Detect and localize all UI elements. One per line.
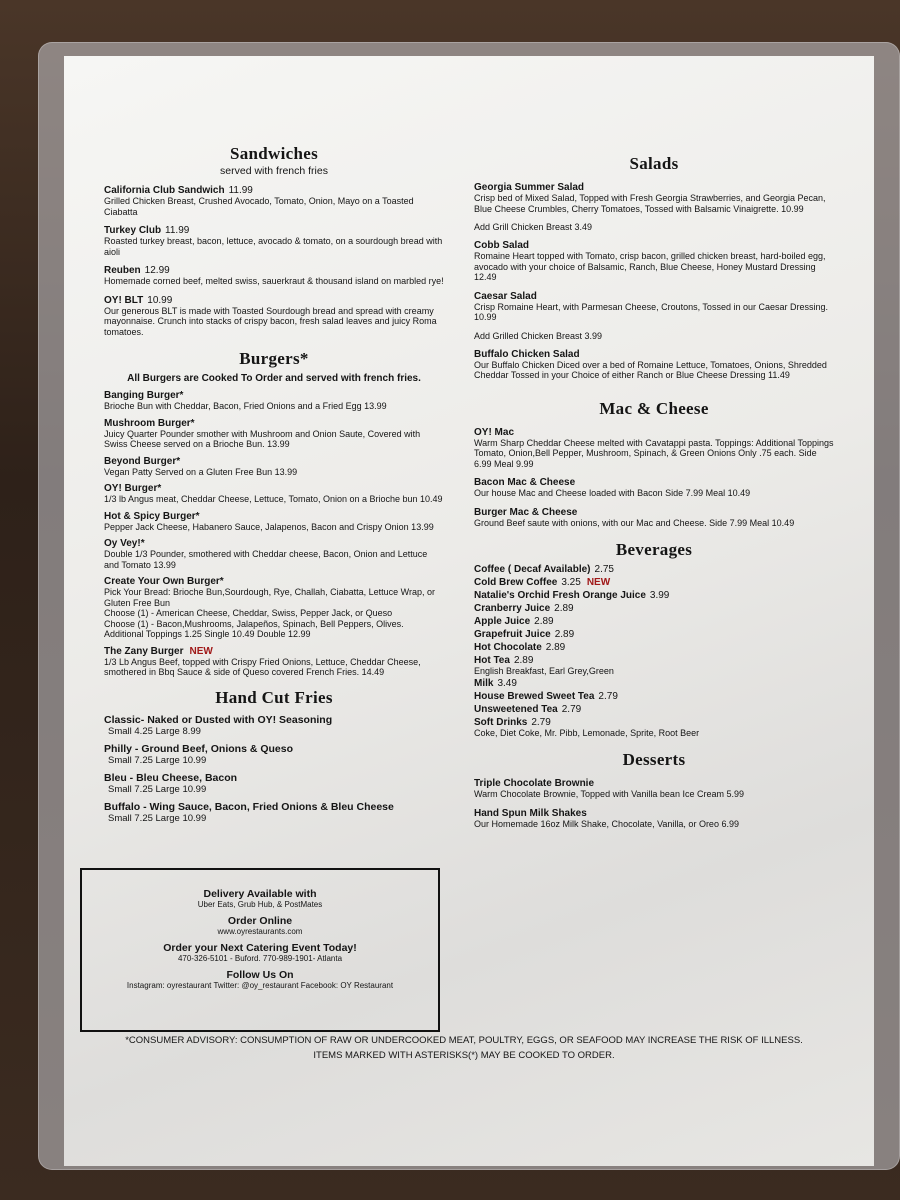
delivery-text: Uber Eats, Grub Hub, & PostMates <box>197 900 323 909</box>
burger-item <box>104 418 444 450</box>
burger-item-description: Pepper Jack Cheese, Habanero Sauce, Jalapenos, Bacon and Crispy Onion 13.99 <box>104 521 434 532</box>
beverage-name: Apple Juice <box>474 616 531 627</box>
beverage-item <box>474 691 834 702</box>
burger-item-description: 1/3 Lb Angus Beef, topped with Crispy Fried Onions, Lettuce, Cheddar Cheese, smothered in Bbq Sauce & side of Queso covered French Fries. 14.49 <box>104 656 421 677</box>
sandwich-item-price: 11.99 <box>228 185 253 196</box>
beverage-name: Cranberry Juice <box>474 603 551 614</box>
salad-item-addon: Add Grilled Chicken Breast 3.99 <box>474 330 603 341</box>
burger-item-name <box>104 483 444 494</box>
online-title: Order Online <box>227 915 293 927</box>
beverage-price: 2.79 <box>561 704 582 715</box>
info-box <box>80 868 440 1032</box>
burger-item-name <box>104 576 444 587</box>
sandwich-item-name <box>104 265 444 276</box>
mac-title: Mac & Cheese <box>599 398 709 418</box>
burger-list <box>104 390 444 678</box>
dessert-item-name <box>474 808 834 819</box>
burger-item <box>104 538 444 570</box>
burger-item-title: Banging Burger* <box>104 390 184 401</box>
salad-item-addon: Add Grill Chicken Breast 3.49 <box>474 222 593 232</box>
beverage-item <box>474 642 834 653</box>
fries-item-name: Philly - Ground Beef, Onions & Queso <box>104 742 294 755</box>
beverage-options: Coke, Diet Coke, Mr. Pibb, Lemonade, Sprite, Root Beer <box>474 728 700 738</box>
mac-item-name <box>474 427 834 438</box>
burger-item-description: Juicy Quarter Pounder smother with Mushroom and Onion Saute, Covered with Swiss Cheese served on a Brioche Bun. 13.99 <box>104 428 421 449</box>
beverage-price: 2.89 <box>554 603 574 614</box>
salad-item-description: Romaine Heart topped with Tomato, crisp bacon, grilled chicken breast, hard-boiled egg, avocado with your choice of Balsamic, Ranch, Blue Cheese, Honey Mustard Dressing 12.49 <box>474 251 826 282</box>
burger-item-name <box>104 418 444 429</box>
follow-text: Instagram: oyrestaurant Twitter: @oy_restaurant Facebook: OY Restaurant <box>126 981 394 990</box>
follow-title: Follow Us On <box>226 969 294 981</box>
fries-item <box>104 801 444 824</box>
fries-list <box>104 714 444 824</box>
burger-item-title: The Zany Burger <box>104 645 184 657</box>
mac-item <box>474 427 834 470</box>
beverage-price: 2.79 <box>531 717 551 728</box>
fries-item-sizes: Small 7.25 Large 10.99 <box>108 812 207 824</box>
fries-title: Hand Cut Fries <box>215 687 333 707</box>
burger-item-name <box>104 511 444 522</box>
sandwich-list <box>104 185 444 337</box>
mac-item-title: OY! Mac <box>474 426 515 438</box>
fries-item-name: Classic- Naked or Dusted with OY! Seasoning <box>104 713 333 726</box>
online-text: www.oyrestaurants.com <box>217 927 303 936</box>
beverage-name: Coffee ( Decaf Available) <box>474 564 591 575</box>
beverage-item <box>474 655 834 666</box>
dessert-item-title: Hand Spun Milk Shakes <box>474 807 587 819</box>
sandwich-item-description: Our generous BLT is made with Toasted Sourdough bread and spread with creamy mayonnaise. Crunch into stacks of crispy bacon, fresh salad leaves and juicy Roma tomatoes. <box>104 305 437 337</box>
advisory-line-2: ITEMS MARKED WITH ASTERISKS(*) MAY BE COOKED TO ORDER. <box>313 1050 615 1061</box>
consumer-advisory <box>84 1033 844 1063</box>
salad-item-title: Caesar Salad <box>474 290 537 302</box>
mac-item-title: Bacon Mac & Cheese <box>474 477 576 488</box>
burger-item <box>104 511 444 533</box>
sandwich-item-title: OY! BLT <box>104 294 144 306</box>
burger-item-title: OY! Burger* <box>104 483 162 494</box>
beverage-name: House Brewed Sweet Tea <box>474 691 595 702</box>
beverage-price: 2.75 <box>594 564 614 575</box>
fries-item-name: Buffalo - Wing Sauce, Bacon, Fried Onions & Bleu Cheese <box>104 800 394 813</box>
burger-item-title: Beyond Burger* <box>104 455 181 467</box>
beverage-price: 2.89 <box>545 642 566 653</box>
salad-item-description: Crisp bed of Mixed Salad, Topped with Fresh Georgia Strawberries, and Georgia Pecan, Blue Cheese Crumbles, Cherry Tomatoes, Tossed with Balsamic Vinaigrette. 10.99 <box>474 193 826 214</box>
burgers-note: All Burgers are Cooked To Order and served with french fries. <box>127 373 421 384</box>
beverage-name: Grapefruit Juice <box>474 629 551 640</box>
burger-item-name <box>104 456 444 467</box>
fries-item-name: Bleu - Bleu Cheese, Bacon <box>104 771 238 784</box>
mac-item-description: Our house Mac and Cheese loaded with Bacon Side 7.99 Meal 10.49 <box>474 488 751 498</box>
fries-item <box>104 743 444 766</box>
burger-item-title: Create Your Own Burger* <box>104 576 224 587</box>
mac-list <box>474 427 834 529</box>
beverage-price: 3.49 <box>497 678 517 689</box>
sandwich-item <box>104 225 444 257</box>
mac-item-description: Ground Beef saute with onions, with our Mac and Cheese. Side 7.99 Meal 10.49 <box>474 517 795 528</box>
sandwiches-subtitle: served with french fries <box>220 165 328 177</box>
left-column <box>104 144 444 824</box>
mac-item <box>474 477 834 499</box>
mac-item-description: Warm Sharp Cheddar Cheese melted with Cavatappi pasta. Toppings: Additional Toppings Tomato, Onion,Bell Pepper, Mushroom, Spinach, & Green Onions Only .75 each. Side 6.99 Meal 9.99 <box>474 437 834 469</box>
salad-item-name <box>474 349 834 360</box>
sandwich-item-title: Reuben <box>104 265 141 276</box>
sandwich-item-title: Turkey Club <box>104 225 162 236</box>
salads-title: Salads <box>629 154 679 173</box>
burger-item-name <box>104 538 444 549</box>
desserts-title: Desserts <box>622 750 686 769</box>
beverage-item <box>474 603 834 614</box>
burger-item-description: Vegan Patty Served on a Gluten Free Bun 13.99 <box>104 466 298 477</box>
mac-item-name <box>474 477 834 488</box>
burger-item <box>104 483 444 505</box>
salad-item-name <box>474 182 834 193</box>
burger-item-description: Pick Your Bread: Brioche Bun,Sourdough, Rye, Challah, Ciabatta, Lettuce Wrap, or Gluten Free Bun Choose (1) - American Cheese, Cheddar, Swiss, Pepper Jack, or Queso Choose (1) - Bacon,Mushrooms, Jalapeños, Spinach, Bell Peppers, Olives. Additional Toppings 1.25 Single 10.49 Double 12.99 <box>104 587 436 639</box>
fries-item-sizes: Small 7.25 Large 10.99 <box>108 783 207 795</box>
beverage-options: English Breakfast, Earl Grey,Green <box>474 666 614 676</box>
burger-item-title: Oy Vey!* <box>104 538 145 549</box>
burger-item-description: Brioche Bun with Cheddar, Bacon, Fried Onions and a Fried Egg 13.99 <box>104 401 387 411</box>
sandwich-item-price: 12.99 <box>144 265 170 276</box>
beverage-name: Natalie's Orchid Fresh Orange Juice <box>474 590 646 601</box>
right-column <box>474 154 834 829</box>
new-badge: NEW <box>189 645 213 657</box>
beverage-name: Hot Chocolate <box>474 642 542 653</box>
burger-item-name <box>104 646 444 657</box>
mac-item-title: Burger Mac & Cheese <box>474 506 578 518</box>
salad-item-name <box>474 291 834 302</box>
burger-item-name <box>104 390 444 401</box>
fries-item-sizes: Small 7.25 Large 10.99 <box>108 754 207 766</box>
sandwich-item-title: California Club Sandwich <box>104 185 225 196</box>
beverage-name: Milk <box>474 678 494 689</box>
salad-item-title: Buffalo Chicken Salad <box>474 348 580 360</box>
beverage-name: Unsweetened Tea <box>474 704 558 715</box>
beverage-item <box>474 564 834 575</box>
beverage-item <box>474 704 834 715</box>
dessert-item-title: Triple Chocolate Brownie <box>474 778 595 789</box>
catering-text: 470-326-5101 - Buford. 770-989-1901- Atlanta <box>177 954 343 963</box>
burger-item <box>104 390 444 412</box>
sandwich-item-description: Roasted turkey breast, bacon, lettuce, avocado & tomato, on a sourdough bread with aioli <box>104 236 443 257</box>
dessert-item-description: Warm Chocolate Brownie, Topped with Vanilla bean Ice Cream 5.99 <box>474 789 744 799</box>
burger-item-description: Double 1/3 Pounder, smothered with Cheddar cheese, Bacon, Onion and Lettuce and Tomato 13.99 <box>104 549 428 570</box>
sandwich-item-description: Homemade corned beef, melted swiss, sauerkraut & thousand island on marbled rye! <box>104 276 444 286</box>
beverages-title: Beverages <box>615 540 693 559</box>
salad-item <box>474 349 834 381</box>
salad-list <box>474 182 834 381</box>
salad-item <box>474 182 834 232</box>
catering-title: Order your Next Catering Event Today! <box>163 942 357 954</box>
dessert-list <box>474 778 834 829</box>
beverage-price: 3.25 <box>561 577 581 588</box>
burger-item <box>104 456 444 478</box>
beverage-item <box>474 678 834 689</box>
mac-item <box>474 507 834 529</box>
beverage-price: 2.89 <box>554 629 575 640</box>
burger-item-title: Hot & Spicy Burger* <box>104 510 200 522</box>
salad-item <box>474 240 834 283</box>
dessert-item-description: Our Homemade 16oz Milk Shake, Chocolate, Vanilla, or Oreo 6.99 <box>474 818 739 829</box>
sandwich-item-price: 11.99 <box>165 225 190 236</box>
advisory-line-1: *CONSUMER ADVISORY: CONSUMPTION OF RAW OR UNDERCOOKED MEAT, POULTRY, EGGS, OR SEAFOOD MAY INCREASE THE RISK OF ILLNESS. <box>125 1035 803 1046</box>
mac-item-name <box>474 507 834 518</box>
beverage-price: 2.89 <box>534 616 554 627</box>
beverage-name: Hot Tea <box>474 655 510 666</box>
sandwiches-title: Sandwiches <box>229 144 319 163</box>
beverage-list <box>474 564 834 738</box>
burger-item <box>104 646 444 678</box>
sandwich-item <box>104 265 444 287</box>
burgers-title: Burgers* <box>239 349 309 368</box>
beverage-name: Cold Brew Coffee <box>474 577 558 588</box>
sandwich-item-name <box>104 295 444 306</box>
salad-item-name <box>474 240 834 251</box>
sandwich-item-description: Grilled Chicken Breast, Crushed Avocado, Tomato, Onion, Mayo on a Toasted Ciabatta <box>104 196 414 217</box>
beverage-price: 3.99 <box>649 590 670 601</box>
beverage-price: 2.79 <box>598 691 618 702</box>
sandwich-item-price: 10.99 <box>147 294 173 306</box>
beverage-item <box>474 616 834 627</box>
burger-item-description: 1/3 lb Angus meat, Cheddar Cheese, Lettuce, Tomato, Onion on a Brioche bun 10.49 <box>104 494 443 504</box>
sandwich-item-name <box>104 185 444 196</box>
salad-item-description: Crisp Romaine Heart, with Parmesan Cheese, Croutons, Tossed in our Caesar Dressing. 10.99 <box>474 301 828 322</box>
salad-item <box>474 291 834 341</box>
beverage-item <box>474 577 834 588</box>
salad-item-title: Cobb Salad <box>474 240 530 251</box>
salad-item-title: Georgia Summer Salad <box>474 182 585 193</box>
burger-item-title: Mushroom Burger* <box>104 417 195 429</box>
fries-item <box>104 714 444 737</box>
beverage-item <box>474 629 834 640</box>
beverage-name: Soft Drinks <box>474 717 528 728</box>
burger-item <box>104 576 444 640</box>
dessert-item <box>474 808 834 830</box>
sandwich-item-name <box>104 225 444 236</box>
new-badge: NEW <box>586 577 611 588</box>
beverage-price: 2.89 <box>513 655 534 666</box>
fries-item-sizes: Small 4.25 Large 8.99 <box>108 725 201 737</box>
delivery-title: Delivery Available with <box>203 888 317 900</box>
sandwich-item <box>104 185 444 217</box>
sandwich-item <box>104 295 444 338</box>
beverage-item <box>474 717 834 728</box>
dessert-item <box>474 778 834 800</box>
beverage-item <box>474 590 834 601</box>
fries-item <box>104 772 444 795</box>
salad-item-description: Our Buffalo Chicken Diced over a bed of Romaine Lettuce, Tomatoes, Onions, Shredded Cheddar Tossed in your Choice of either Ranch or Blue Cheese Dressing 11.49 <box>474 359 827 380</box>
menu-page <box>64 56 874 1166</box>
dessert-item-name <box>474 778 834 789</box>
